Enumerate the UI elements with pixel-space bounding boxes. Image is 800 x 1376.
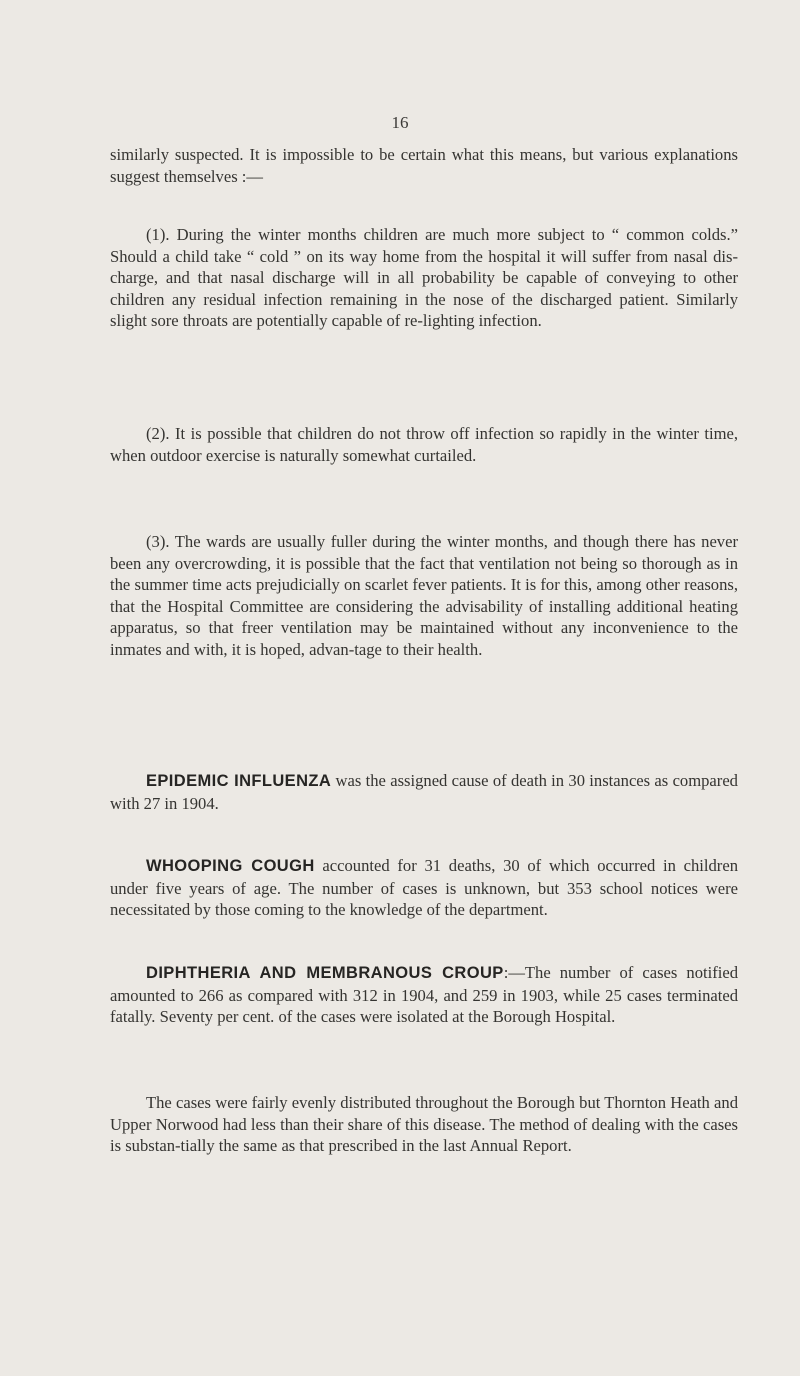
whooping-cough-heading: WHOOPING COUGH	[146, 857, 315, 875]
explanation-one-paragraph: (1). During the winter months children are much more subject to “ common colds.” Should a child take “ cold ” on its way home from the hospital it will suffer from nasal dis-charge, and that nasal discharge will in all probability be capable of conveying to other children any residual infection remaining in the nose of the discharged patient. Similarly slight sore throats are potentially capable of re-lighting infection.	[110, 225, 738, 331]
diphtheria-body: :—The number of cases notified amounted to 266 as compared with 312 in 1904, and 259 in 1903, while 25 cases terminated fatally. Seventy per cent. of the cases were isolated at the Borough Hospital.	[110, 963, 739, 1027]
influenza-body: was the assigned cause of death in 30 instances as compared with 27 in 1904.	[110, 771, 738, 813]
whooping-cough-body: accounted for 31 deaths, 30 of which occurred in children under five years of age. The number of cases is unknown, but 353 school notices were necessitated by those coming to the knowledge of the department.	[110, 856, 738, 920]
influenza-heading: EPIDEMIC INFLUENZA	[146, 772, 332, 790]
page-number: 16	[391, 113, 409, 132]
influenza-paragraph	[110, 770, 738, 814]
explanation-three-paragraph: (3). The wards are usually fuller during the winter months, and though there has never been any overcrowding, it is possible that the fact that ventilation not being so thorough as in the summer time acts prejudicially on scarlet fever patients. It is for this, among other reasons, that the Hospital Committee are considering the advisability of installing additional heating apparatus, so that freer ventilation may be maintained without any inconvenience to the inmates and with, it is hoped, advan-tage to their health.	[110, 532, 738, 659]
diphtheria-heading: DIPHTHERIA AND MEMBRANOUS CROUP	[146, 964, 504, 982]
intro-paragraph: similarly suspected. It is impossible to be certain what this means, but various explanations suggest themselves :—	[110, 145, 738, 186]
distribution-paragraph: The cases were fairly evenly distributed throughout the Borough but Thornton Heath and Upper Norwood had less than their share of this disease. The method of dealing with the cases is substan-tially the same as that prescribed in the last Annual Report.	[110, 1093, 738, 1156]
explanation-two-paragraph: (2). It is possible that children do not throw off infection so rapidly in the winter time, when outdoor exercise is naturally somewhat curtailed.	[110, 424, 738, 465]
diphtheria-paragraph	[110, 962, 738, 1028]
whooping-cough-paragraph	[110, 855, 738, 921]
